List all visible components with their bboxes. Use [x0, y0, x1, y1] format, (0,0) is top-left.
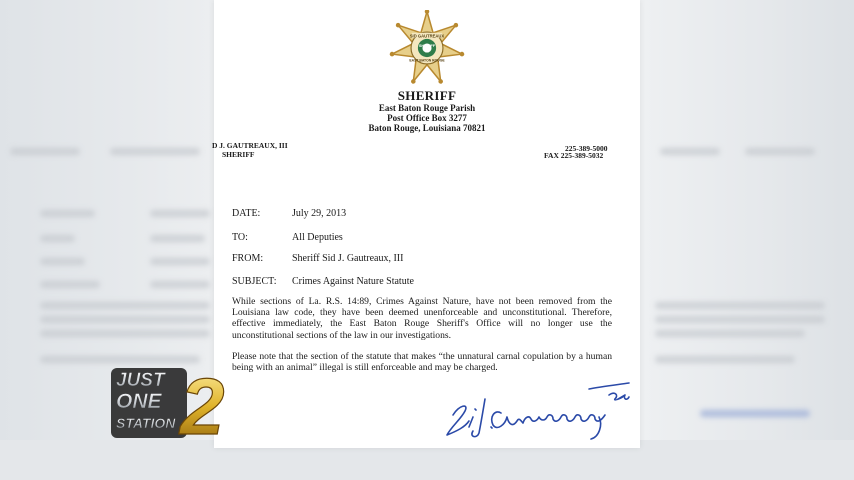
svg-text:JUST: JUST — [116, 370, 165, 391]
to-value: All Deputies — [292, 232, 343, 243]
letterhead-parish: East Baton Rouge Parish — [378, 103, 476, 113]
fax-number: FAX 225-389-5032 — [544, 151, 604, 160]
from-value: Sheriff Sid J. Gautreaux, III — [292, 253, 404, 264]
from-label: FROM: — [232, 253, 264, 264]
station-logo — [108, 362, 243, 440]
subject-value: Crimes Against Nature Statute — [292, 276, 414, 287]
sender-name: D J. GAUTREAUX, III — [212, 141, 288, 150]
sender-role: SHERIFF — [222, 150, 255, 159]
svg-text:EAST BATON ROUGE: EAST BATON ROUGE — [409, 58, 445, 63]
letterhead-city: Baton Rouge, Louisiana 70821 — [368, 123, 486, 133]
letterhead-title: SHERIFF — [397, 88, 457, 103]
svg-text:STATION: STATION — [116, 415, 176, 431]
background-right — [640, 0, 854, 480]
svg-text:ONE: ONE — [116, 390, 162, 413]
handwritten-signature — [439, 381, 634, 441]
date-label: DATE: — [232, 208, 261, 219]
letterhead-po-box: Post Office Box 3277 — [387, 113, 467, 123]
subject-label: SUBJECT: — [232, 276, 277, 287]
svg-text:SHERIFF: SHERIFF — [418, 44, 436, 49]
date-value: July 29, 2013 — [292, 208, 347, 219]
memo-letter — [214, 0, 640, 448]
phone-number: 225-389-5000 — [565, 144, 608, 153]
svg-text:SID GAUTREAUX: SID GAUTREAUX — [409, 33, 445, 39]
memo-paragraph-1: While sections of La. R.S. 14:89, Crimes Against Nature, have not been removed from the Louisiana law code, they have been deemed unenforceable and unconstitutional. Therefore, effective immediately, the East Baton Rouge Sheriff's Office will no longer use the unconstitutional sections of the law in our investigations. — [232, 296, 612, 341]
to-label: TO: — [232, 232, 248, 243]
svg-text:2: 2 — [180, 362, 225, 440]
sheriff-star-badge-icon — [389, 10, 465, 86]
memo-paragraph-2: Please note that the section of the statute that makes “the unnatural carnal copulation by a human being with an animal” illegal is still enforceable and may be charged. — [232, 351, 612, 374]
